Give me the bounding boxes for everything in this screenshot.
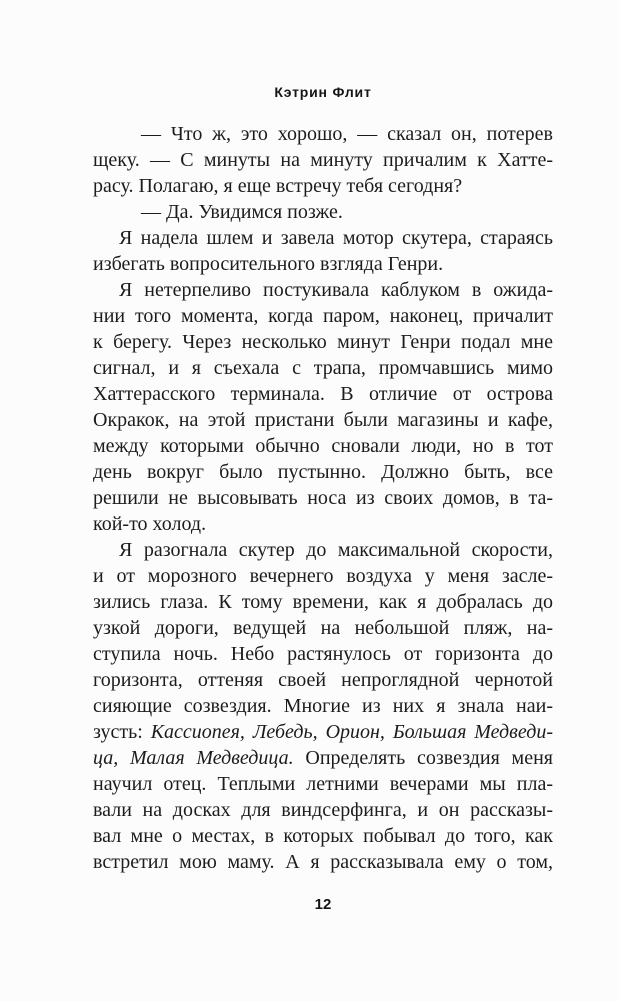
text-line: узкой дороги, ведущей на небольшой пляж, на- (93, 617, 553, 639)
text-line: к берегу. Через несколько минут Генри подал мне (93, 331, 553, 353)
text-line: вали на досках для виндсерфинга, и он рассказы- (93, 799, 553, 821)
text-line: зились глаза. К тому времени, как я добралась до (93, 591, 553, 613)
text-line: расу. Полагаю, я еще встречу тебя сегодня? (93, 175, 463, 197)
text-line: решили не высовывать носа из своих домов, в та- (93, 487, 553, 509)
text-block (93, 121, 553, 875)
text-line: избегать вопросительного взгляда Генри. (93, 253, 444, 275)
text-line: научил отец. Теплыми летними вечерами мы пла- (93, 773, 553, 795)
text-line: вал мне о местах, в которых побывал до того, как (93, 825, 553, 847)
text-line: между которыми обычно сновали люди, но в тот (93, 435, 553, 457)
text-line: сияющие созвездия. Многие из них я знала наи- (93, 695, 553, 717)
text-line: нии того момента, когда паром, наконец, причалит (93, 305, 553, 327)
text-line: встретил мою маму. А я рассказывала ему о том, (93, 851, 553, 873)
text-line: день вокруг было пустынно. Должно быть, все (93, 461, 553, 483)
text-line: Я разогнала скутер до максимальной скорости, (119, 539, 553, 561)
text-line: Я нетерпеливо постукивала каблуком в ожида- (119, 279, 553, 301)
text-line: ступила ночь. Небо растянулось от горизонта до (93, 643, 553, 665)
text-line: зусть: Кассиопея, Лебедь, Орион, Большая Медведи- (93, 721, 553, 743)
text-line: сигнал, и я съехала с трапа, промчавшись мимо (93, 357, 553, 379)
text-line: и от морозного вечернего воздуха у меня засле- (93, 565, 553, 587)
text-line: — Что ж, это хорошо, — сказал он, потерев (141, 123, 553, 145)
text-line: Хаттерасского терминала. В отличие от острова (93, 383, 553, 405)
text-line: ца, Малая Медведица. Определять созвездия меня (93, 747, 553, 769)
text-line: кой-то холод. (93, 513, 207, 535)
text-line: горизонта, оттеняя своей непроглядной чернотой (93, 669, 553, 691)
text-line: Окракок, на этой пристани были магазины и кафе, (93, 409, 553, 431)
text-line: — Да. Увидимся позже. (141, 201, 343, 223)
text-line: Я надела шлем и завела мотор скутера, стараясь (119, 227, 553, 249)
text-line: щеку. — С минуты на минуту причалим к Хатте- (93, 149, 553, 171)
page-number: 12 (314, 896, 332, 913)
running-header: Кэтрин Флит (274, 84, 372, 100)
